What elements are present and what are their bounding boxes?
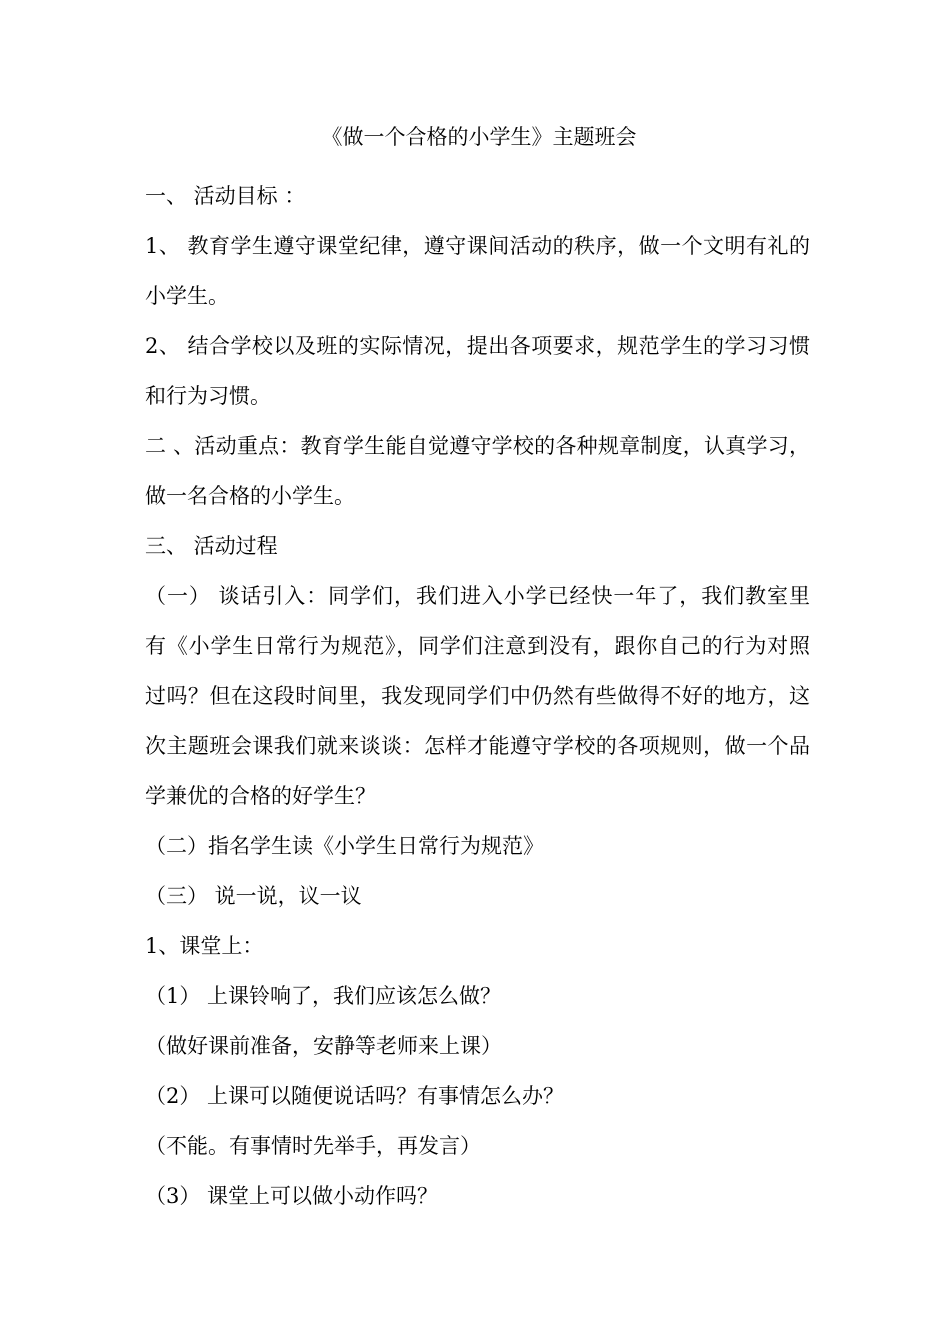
paragraph-line: （一） 谈话引入：同学们，我们进入小学已经快一年了，我们教室里 — [145, 584, 810, 608]
paragraph-line: 次主题班会课我们就来谈谈：怎样才能遵守学校的各项规则，做一个品 — [145, 734, 810, 758]
document-body — [145, 171, 810, 1221]
paragraph-line: 有《小学生日常行为规范》，同学们注意到没有，跟你自己的行为对照 — [145, 634, 810, 658]
paragraph-line: 做一名合格的小学生。 — [145, 484, 355, 508]
paragraph-line: 1、 教育学生遵守课堂纪律，遵守课间活动的秩序，做一个文明有礼的 — [145, 234, 810, 258]
document-title: 《做一个合格的小学生》主题班会 — [321, 125, 637, 149]
question-line: （2） 上课可以随便说话吗？有事情怎么办？ — [145, 1084, 565, 1108]
question-line: （3） 课堂上可以做小动作吗？ — [145, 1184, 439, 1208]
paragraph-line: 2、 结合学校以及班的实际情况，提出各项要求，规范学生的学习习惯 — [145, 334, 810, 358]
paragraph-line: 小学生。 — [145, 284, 229, 308]
question-line: （1） 上课铃响了，我们应该怎么做？ — [145, 984, 502, 1008]
paragraph-line: 过吗？但在这段时间里，我发现同学们中仍然有些做得不好的地方，这 — [145, 684, 810, 708]
paragraph-line: 1、课堂上： — [145, 934, 264, 958]
section-heading-objectives: 一、 活动目标 ： — [145, 184, 306, 208]
answer-line: （做好课前准备，安静等老师来上课） — [145, 1034, 502, 1058]
paragraph-line: （二）指名学生读《小学生日常行为规范》 — [145, 834, 544, 858]
section-heading-process: 三、 活动过程 — [145, 534, 278, 558]
paragraph-line: （三） 说一说，议一议 — [145, 884, 362, 908]
answer-line: （不能。有事情时先举手，再发言） — [145, 1134, 481, 1158]
paragraph-line: 和行为习惯。 — [145, 384, 271, 408]
paragraph-line: 学兼优的合格的好学生？ — [145, 784, 376, 808]
section-heading-focus: 二 、活动重点：教育学生能自觉遵守学校的各种规章制度，认真学习， — [145, 434, 810, 458]
